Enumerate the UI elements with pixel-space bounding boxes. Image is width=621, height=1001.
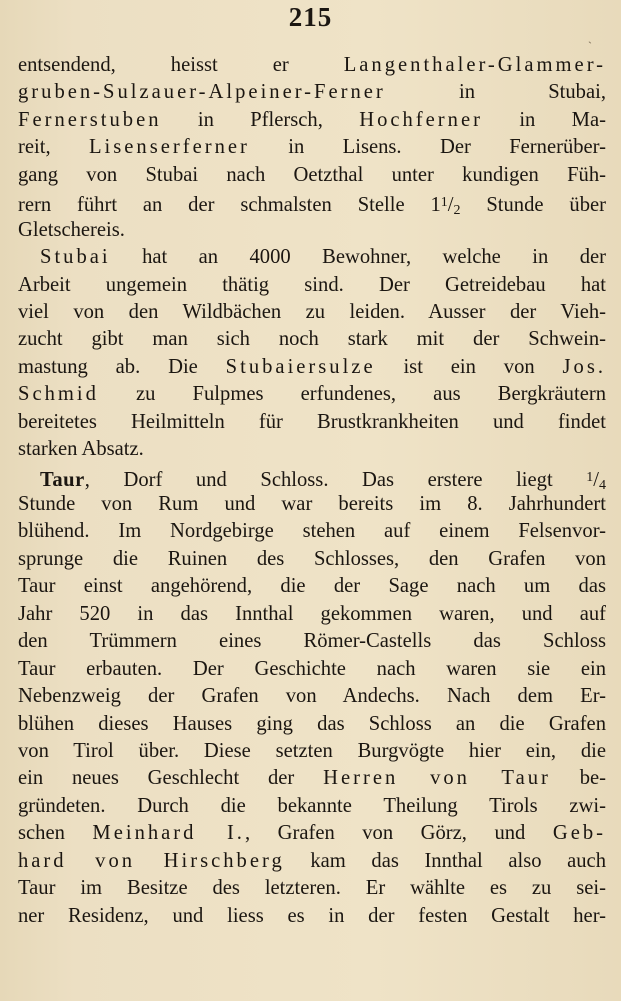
text-line <box>18 189 606 219</box>
text-line <box>18 52 606 79</box>
text-line <box>18 134 606 161</box>
text-line <box>18 244 606 271</box>
text-run: Nebenzweig der Grafen von Andechs. Nach dem Er- <box>18 685 606 708</box>
spaced-name: Stubai <box>40 246 111 269</box>
spaced-name: hard von Hirschberg <box>18 849 285 872</box>
text-line <box>18 79 606 106</box>
spaced-name: Herren von Taur <box>323 767 551 790</box>
text-run: , Grafen von Görz, und <box>244 822 553 845</box>
text-run: zu Fulpmes erfundenes, aus Bergkräutern <box>98 383 606 406</box>
spaced-name: Fernerstuben <box>18 108 162 131</box>
text-run: / <box>593 468 599 491</box>
text-run: / <box>447 194 454 217</box>
spaced-name: Hochferner <box>359 108 483 131</box>
text-run: Taur einst angehörend, die der Sage nach um das <box>18 575 606 598</box>
fraction-denominator: 2 <box>453 203 461 219</box>
text-line <box>18 162 606 189</box>
text-line <box>18 848 606 875</box>
spaced-name: Jos. <box>562 355 606 378</box>
text-run: in Pflersch, <box>161 108 360 131</box>
text-run: reit, <box>18 136 89 159</box>
text-run: be- <box>550 767 606 790</box>
text-run: Gletschereis. <box>18 218 125 241</box>
text-run: Taur erbauten. Der Geschichte nach waren sie ein <box>18 657 606 680</box>
spaced-name: Schmid <box>18 383 99 406</box>
text-run: , Dorf und Schloss. Das erstere liegt <box>84 468 587 491</box>
text-run: mastung ab. Die <box>18 355 226 378</box>
text-run: gang von Stubai nach Oetzthal unter kundigen Füh- <box>18 163 606 186</box>
text-run: ner Residenz, und liess es in der festen Gestalt her- <box>18 904 606 927</box>
text-run: zucht gibt man sich noch stark mit der Schwein- <box>18 328 606 351</box>
text-run: den Trümmern eines Römer-Castells das Schloss <box>18 630 606 653</box>
text-line <box>18 656 606 683</box>
text-run: Jahr 520 in das Innthal gekommen waren, und auf <box>18 602 606 625</box>
text-line <box>18 107 606 134</box>
text-line <box>18 573 606 600</box>
text-line <box>18 409 606 436</box>
body-text <box>18 52 606 930</box>
text-line <box>18 381 606 408</box>
text-line <box>18 601 606 628</box>
text-line <box>18 875 606 902</box>
entry-heading: Taur <box>40 468 85 491</box>
text-line <box>18 711 606 738</box>
text-line <box>18 354 606 381</box>
text-line <box>18 217 606 244</box>
text-run: blühen dieses Hauses ging das Schloss an die Grafen <box>18 712 606 735</box>
text-line <box>18 820 606 847</box>
text-run: starken Absatz. <box>18 438 144 461</box>
text-line <box>18 738 606 765</box>
text-run: ist ein von <box>375 355 563 378</box>
text-line <box>18 546 606 573</box>
fraction-denominator: 4 <box>599 477 606 493</box>
text-run: rern führt an der schmalsten Stelle 1 <box>18 194 441 217</box>
text-run: Arbeit ungemein thätig sind. Der Getreidebau hat <box>18 273 606 296</box>
text-line <box>18 464 606 491</box>
page-number: 215 <box>288 2 333 32</box>
text-run: gründeten. Durch die bekannte Theilung Tirols zwi- <box>18 794 606 817</box>
text-run: Stunde von Rum und war bereits im 8. Jahrhundert <box>18 493 606 515</box>
text-line <box>18 793 606 820</box>
margin-mark: ˎ <box>588 30 592 44</box>
text-line <box>18 272 606 299</box>
spaced-name: Stubaiersulze <box>225 355 376 378</box>
text-run: blühend. Im Nordgebirge stehen auf einem Felsenvor- <box>18 520 606 543</box>
text-run: in Ma- <box>482 108 606 131</box>
text-line <box>18 903 606 930</box>
text-line <box>18 436 606 463</box>
text-line <box>18 491 606 518</box>
text-run: viel von den Wildbächen zu leiden. Ausser der Vieh- <box>18 300 606 323</box>
text-line <box>18 628 606 655</box>
text-run: hat an 4000 Bewohner, welche in der <box>110 246 606 269</box>
text-run: kam das Innthal also auch <box>284 849 606 872</box>
text-run: ein neues Geschlecht der <box>18 767 324 790</box>
spaced-name: Lisenserferner <box>88 136 250 159</box>
spaced-name: gruben-Sulzauer-Alpeiner-Ferner <box>18 81 386 104</box>
fraction-numerator: 1 <box>440 195 448 211</box>
fraction-numerator: 1 <box>586 469 594 485</box>
text-line <box>18 326 606 353</box>
spaced-name: Geb- <box>552 822 606 845</box>
text-run: von Tirol über. Diese setzten Burgvögte hier ein, die <box>18 739 606 762</box>
text-run: bereitetes Heilmitteln für Brustkrankheiten und findet <box>18 410 606 433</box>
spaced-name: Meinhard I. <box>92 822 245 845</box>
text-run: Stunde über <box>460 194 606 217</box>
text-line <box>18 518 606 545</box>
text-run: in Lisens. Der Fernerüber- <box>249 136 606 159</box>
spaced-name: Langenthaler-Glammer- <box>343 54 606 76</box>
text-run: schen <box>18 822 93 845</box>
text-line <box>18 765 606 792</box>
text-line <box>18 299 606 326</box>
text-line <box>18 683 606 710</box>
text-run: entsendend, heisst er <box>18 54 344 76</box>
text-run: Taur im Besitze des letzteren. Er wählte es zu sei- <box>18 877 606 900</box>
text-run: in Stubai, <box>385 81 606 104</box>
text-run: sprunge die Ruinen des Schlosses, den Grafen von <box>18 547 606 570</box>
